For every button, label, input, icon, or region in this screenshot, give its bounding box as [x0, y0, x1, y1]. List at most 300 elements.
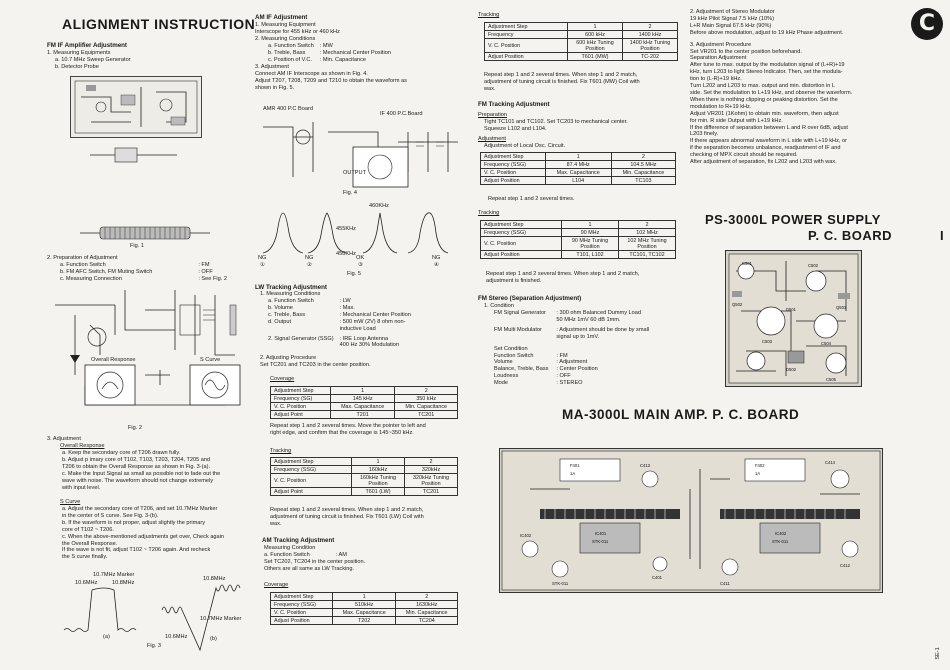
cond-key: d. Output	[268, 318, 292, 325]
table-row	[271, 601, 458, 609]
table-row	[271, 593, 458, 601]
cond-key	[494, 317, 548, 324]
ps-board-title-1: PS-3000L POWER SUPPLY	[705, 212, 881, 227]
cond-key: Loudness	[494, 373, 519, 380]
cond-key	[494, 334, 548, 341]
table-row	[271, 466, 458, 474]
table-cell: 320kHz	[405, 466, 458, 474]
cond-value: : AM	[335, 552, 347, 558]
prep-value: : FM	[198, 262, 210, 268]
table-row	[481, 221, 676, 229]
lw-tracking-note	[270, 507, 424, 528]
am-tracking-cond	[264, 552, 347, 559]
table-cell: 2	[623, 23, 678, 31]
scope-scurve-label: S Curve	[200, 357, 221, 363]
prep-heading: 2. Preparation of Adjustment	[47, 255, 118, 261]
fm-prep-lines	[484, 119, 628, 133]
table-cell: Adjustment Step	[271, 458, 352, 466]
ma-part-label: F401	[570, 463, 580, 468]
fig5-caption: Fig. 5	[347, 271, 361, 277]
text-line: After tune to max. output by the modulation signal of (L+R)+19	[690, 62, 845, 69]
table-cell: 2	[611, 153, 675, 161]
ma-part-label: C401	[652, 575, 663, 580]
cond-key: c. Position of V.C.	[268, 56, 312, 63]
table-cell: L104	[545, 177, 611, 185]
tracking-heading: Tracking	[478, 12, 500, 18]
table-row	[481, 177, 676, 185]
fig3-waveforms	[62, 585, 272, 640]
table-cell: TC101, TC102	[619, 251, 676, 259]
fig5-num: ④	[434, 262, 440, 268]
text-line: If there appears abnormal waveform in L side with L+19 kHz, or	[690, 138, 847, 145]
fm-tracking-table	[480, 220, 676, 259]
fig1-coil-drawing	[75, 224, 215, 242]
table-cell: TC103	[611, 177, 675, 185]
table-cell: TC201	[405, 488, 458, 496]
text-line: the S curve finally.	[62, 554, 108, 561]
adjustment-line: Adjustment of Local Osc. Circuit.	[484, 143, 566, 149]
table-cell: 1400 kHz Tuning Position	[623, 39, 678, 53]
text-line: When there is nothing clipping or peaking distortion. Set the	[690, 96, 838, 103]
text-line: Interscope for 455 kHz or 460 kHz	[255, 28, 340, 35]
table-cell: Min. Capacitance	[396, 609, 458, 617]
ps-part-label: D502	[786, 367, 797, 372]
cond-key: Balance, Treble, Bass	[494, 366, 549, 373]
preparation-heading: Preparation	[478, 112, 507, 118]
table-cell: Frequency (SSG)	[271, 601, 333, 609]
coverage-heading: Coverage	[270, 376, 295, 382]
ps-part-label: C503	[762, 339, 773, 344]
text-line: 3. Adjustment	[255, 64, 289, 70]
adjustment-heading: Adjustment	[478, 136, 506, 142]
cond-key	[268, 342, 334, 349]
table-cell: T101, L102	[562, 251, 619, 259]
fig2-caption: Fig. 2	[128, 425, 142, 431]
table-cell: Frequency	[485, 31, 568, 39]
fig5-num: ③	[358, 262, 364, 268]
table-row	[481, 169, 676, 177]
stereo-adjustment-text	[690, 9, 852, 166]
lw-coverage-table	[270, 386, 458, 419]
am-tracking-heading: AM Tracking Adjustment	[262, 537, 335, 544]
fig1-pcb-diagram	[70, 76, 202, 138]
cond-value: : Mechanical Center Position	[319, 49, 391, 56]
table-cell: 160kHz Tuning Position	[352, 474, 405, 488]
am-if-lines	[255, 22, 340, 43]
fig3-part-a: (a)	[103, 634, 110, 640]
table-row	[271, 474, 458, 488]
table-cell: 2	[405, 458, 458, 466]
ma-part-label: STK-011	[592, 539, 609, 544]
text-line: Repeat step 1 and 2 several times. When step 1 and 2 match,	[484, 72, 638, 78]
prep-value: : OFF	[198, 268, 213, 275]
text-line: T206 to obtain the Overall Response as shown in Fig. 3-(a).	[62, 463, 210, 470]
cond-value: : IRE Loop Antenna	[339, 335, 389, 342]
fig4-board-label: AMR 400 P.C Board	[263, 106, 313, 112]
cond-value: signal up to 1mV.	[556, 333, 600, 340]
table-cell: Adjust Position	[481, 177, 546, 185]
text-line: right edge, and confirm that the coverage is 145~350 kHz.	[270, 429, 414, 436]
cond-key	[268, 326, 334, 333]
text-line: 2. Measuring Conditions	[255, 35, 316, 42]
lw-procedure	[260, 355, 371, 369]
text-line: b. Adjust p imary core of T102, T103, T203, T204, T205 and	[62, 456, 211, 463]
table-cell: 90 MHz	[562, 229, 619, 237]
text-line: 2. Adjusting Procedure	[260, 355, 317, 361]
cond-key: a. Function Switch	[268, 43, 314, 49]
cond-key: c. Treble, Bass	[268, 311, 305, 318]
cond-value: : Adjustment	[556, 359, 588, 366]
table-cell: Max. Capacitance	[545, 169, 611, 177]
ma-part-label: STK-011	[772, 539, 789, 544]
tracking-heading: Tracking	[478, 210, 500, 216]
table-cell: Max. Capacitance	[330, 403, 395, 411]
text-line: 19 kHz Pilot Signal 7.5 kHz (10%)	[690, 15, 774, 22]
text-line: If the wave is not fit, adjust T102 ~ T206 again. And recheck	[62, 547, 211, 554]
table-cell: 2	[619, 221, 676, 229]
fig5-ng-label: NG	[258, 255, 267, 261]
mw-tracking-table	[484, 22, 678, 61]
cond-key: b. Treble, Bass	[268, 49, 306, 56]
cond-key: FM Signal Generator	[494, 310, 546, 316]
cond-value: : Center Position	[556, 366, 598, 373]
lw-conditions	[268, 298, 411, 349]
table-cell: 1400 kHz	[623, 31, 678, 39]
fig5-ng-label: NG	[305, 255, 314, 261]
fm-tracking-note	[486, 271, 639, 285]
text-line: in the center of S curve. See Fig. 3-(b).	[62, 512, 159, 519]
coverage-heading: Coverage	[264, 582, 289, 588]
table-cell: Frequency (SSG)	[481, 229, 562, 237]
prep-key: b. FM AFC Switch, FM Muting Switch	[60, 268, 153, 275]
table-cell: T201	[330, 411, 395, 419]
table-cell: T202	[332, 617, 395, 625]
text-line: wave with noise. The waveform should not change extremely	[62, 477, 214, 484]
text-line: if the separation becomes unbalance, readjustment of IF and	[690, 145, 841, 152]
am-tracking-line: Measuring Condition	[264, 545, 316, 551]
fig1-probe-drawing	[75, 138, 215, 178]
cond-value: : 500 mW (2V) 8 ohm non-	[339, 318, 406, 325]
table-row	[481, 237, 676, 251]
text-line: Separation Adjustment	[690, 55, 747, 62]
ma-part-label: 1A	[570, 471, 576, 476]
table-row	[271, 609, 458, 617]
fig5-freq-label: 450KHz	[336, 251, 356, 257]
text-line: c. When the above-mentioned adjustments get over, Check again	[62, 533, 225, 540]
fm-if-steps	[47, 50, 131, 71]
cond-value: inductive Load	[339, 325, 376, 332]
table-cell: Min. Capacitance	[611, 169, 675, 177]
table-cell: Adjust Point	[271, 488, 352, 496]
ps-part-label: C501	[742, 261, 753, 266]
table-cell: Adjust Position	[485, 53, 568, 61]
text-line: side. Set the modulation to L+19 kHz, and observe the waveform.	[690, 89, 853, 96]
table-cell: V. C. Position	[485, 39, 568, 53]
fig3-caption: Fig. 3	[147, 643, 161, 649]
ps-part-label: D501	[786, 307, 797, 312]
prep-value: : See Fig. 2	[198, 275, 227, 282]
fig3-marker-label: 10.7MHz Marker	[200, 616, 242, 622]
scope-overall-label: Overall Response	[91, 357, 136, 363]
lw-line: 1. Measuring Conditions	[260, 291, 321, 297]
fig5-num: ①	[260, 262, 266, 268]
table-cell: 102 MHz Tuning Position	[619, 237, 676, 251]
mw-tracking-note	[484, 72, 640, 93]
table-cell: Min. Capacitance	[395, 403, 458, 411]
fm-if-heading: FM IF Amplifier Adjustment	[47, 42, 127, 49]
cond-key: Volume	[494, 359, 513, 366]
table-cell: TC201	[395, 411, 458, 419]
table-cell: 1	[352, 458, 405, 466]
text-line: Tight TC101 and TC102. Set TC203 to mechanical center.	[484, 119, 628, 125]
table-row	[481, 251, 676, 259]
ma-part-label: IC402	[520, 533, 532, 538]
cond-key: a. Function Switch	[268, 298, 314, 304]
text-line: wax.	[484, 85, 496, 92]
ma-part-label: C412	[840, 563, 851, 568]
table-cell: Adjust Position	[271, 617, 333, 625]
fig4-board-label: IF 400 P.C.Board	[380, 111, 423, 117]
overall-heading: Overall Response	[60, 443, 105, 449]
table-cell: 1	[545, 153, 611, 161]
text-line: Turn L202 and L203 to max. output and min. distortion in L	[690, 83, 836, 90]
text-line: Repeat step 1 and 2 several times. Move the pointer to left and	[270, 423, 426, 429]
table-cell: 104.5 MHz	[611, 161, 675, 169]
text-line: for min. R side Output with L+19 kHz.	[690, 117, 783, 124]
ma-part-label: IC402	[775, 531, 787, 536]
table-cell: V. C. Position	[271, 474, 352, 488]
text-line: core of T102 ~ T206.	[62, 526, 114, 533]
table-cell: Max. Capacitance	[332, 609, 395, 617]
text-line: shown in Fig. 5.	[255, 84, 295, 91]
cond-value: : FM	[556, 352, 568, 359]
fig3-freq-label: 10.8MHz	[112, 580, 135, 586]
table-cell: Adjustment Step	[271, 387, 331, 395]
table-cell: 350 kHz	[395, 395, 458, 403]
text-line: a. Keep the secondary core of T206 drawn fully.	[62, 450, 181, 456]
right-edge-mark: I	[940, 228, 944, 243]
fig3-part-b: (b)	[210, 636, 217, 642]
cond-value: 50 MHz 1mV 60 dB 1mm.	[556, 316, 621, 323]
text-line: adjustment of tuning circuit is finished. Fix T601 (MW) Coil with	[484, 78, 640, 85]
table-cell: T601 (LW)	[352, 488, 405, 496]
cond-key: a. Function Switch	[264, 552, 310, 558]
table-row	[485, 39, 678, 53]
table-cell: V. C. Position	[271, 609, 333, 617]
cond-value: 400 Hz 30% Modulation	[339, 342, 400, 349]
table-row	[271, 458, 458, 466]
text-line: checking of MPX circuit should be required.	[690, 152, 798, 159]
fig5-freq-label: 455KHz	[336, 226, 356, 232]
am-if-adjustment	[255, 64, 407, 92]
ma-part-label: F402	[755, 463, 765, 468]
ps-board-title-2: P. C. BOARD	[808, 228, 892, 243]
table-row	[271, 411, 458, 419]
table-cell: 510kHz	[332, 601, 395, 609]
right-edge-code: SE-1	[934, 647, 941, 660]
lw-heading: LW Tracking Adjustment	[255, 284, 327, 291]
cond-value: : Mechanical Center Position	[339, 311, 411, 318]
fig3-freq-label: 10.6MHz	[75, 580, 98, 586]
fig5-num: ②	[307, 262, 313, 268]
text-line: c. Make the Input Signal as small as possible not to fade out the	[62, 470, 221, 477]
cond-value: : Adjustment should be done by small	[556, 326, 650, 333]
text-line: 2. Adjustment of Stereo Modulator	[690, 9, 775, 15]
text-line: L+R Main Signal 67.5 kHz (90%)	[690, 22, 772, 29]
adj-heading: 3. Adjustment	[47, 436, 81, 442]
table-cell: 102 MHz	[619, 229, 676, 237]
table-row	[485, 23, 678, 31]
tracking-heading: Tracking	[270, 448, 292, 454]
ma-part-label: IC401	[595, 531, 607, 536]
table-cell: T601 (MW)	[568, 53, 623, 61]
ps-part-label: C504	[821, 341, 832, 346]
text-line: adjustment of tuning circuit is finished. Fix T601 (LW) Coil with	[270, 513, 424, 520]
fm-tracking-heading: FM Tracking Adjustment	[478, 101, 550, 108]
table-cell: V. C. Position	[271, 403, 331, 411]
table-row	[271, 395, 458, 403]
page-title: ALIGNMENT INSTRUCTION	[62, 16, 256, 32]
table-row	[481, 229, 676, 237]
fig5-freq-label: 460KHz	[369, 203, 389, 209]
text-line: Set TC201 and TC203 in the center position.	[260, 361, 371, 368]
text-line: the Overall Response.	[62, 540, 118, 547]
table-cell: 87.4 MHz	[545, 161, 611, 169]
table-cell: 90 MHz Tuning Position	[562, 237, 619, 251]
cond-key: Set Condition	[494, 345, 528, 352]
ma-part-label: C413	[640, 463, 651, 468]
fig2-schematic	[45, 285, 245, 425]
cond-key: Mode	[494, 380, 508, 387]
table-cell: 2	[396, 593, 458, 601]
ma-board-title: MA-3000L MAIN AMP. P. C. BOARD	[562, 407, 800, 422]
ps-board-diagram	[725, 250, 862, 387]
cond-value: : OFF	[556, 373, 571, 380]
cond-value	[556, 346, 649, 353]
prep-key: c. Measuring Connection	[60, 275, 122, 282]
table-row	[485, 53, 678, 61]
table-row	[481, 161, 676, 169]
table-row	[271, 617, 458, 625]
table-cell: V. C. Position	[481, 169, 546, 177]
table-row	[271, 403, 458, 411]
cond-value: : STEREO	[556, 380, 583, 387]
table-cell: Frequency (SG)	[271, 395, 331, 403]
scurve-lines	[62, 506, 224, 561]
brand-logo	[911, 8, 943, 40]
text-line: Others are all same as LW Tracking.	[264, 565, 355, 572]
table-cell: TC-202	[623, 53, 678, 61]
ma-part-label: C411	[720, 581, 730, 586]
fm-if-step: 1. Measuring Equipments	[47, 50, 111, 56]
text-line: Adjust T207, T208, T209 and T210 to obtain the waveform as	[255, 77, 407, 84]
fig3-freq-label: 10.6MHz	[165, 634, 188, 640]
cond-value: : Max.	[339, 304, 355, 311]
logo-letter: C	[918, 11, 936, 36]
table-cell: Frequency (SSG)	[271, 466, 352, 474]
table-cell: 1630kHz	[396, 601, 458, 609]
text-line: b. If the waveform is not proper, adjust slightly the primary	[62, 519, 206, 526]
fig1-caption: Fig. 1	[130, 243, 144, 249]
table-cell: 160kHz	[352, 466, 405, 474]
table-cell: Frequency (SSG)	[481, 161, 546, 169]
text-line: a. Adjust the secondary core of T206, and set 10.7MHz Marker	[62, 506, 218, 512]
table-cell: 1	[332, 593, 395, 601]
text-line: kHz, turn L203 to light Stereo Indicator. Then, set the modula-	[690, 69, 843, 76]
osc-table	[480, 152, 676, 185]
cond-value: : MW	[319, 43, 333, 49]
cond-value: : 300 ohm Balanced Dummy Load	[556, 310, 641, 316]
fig4-output-label: OUTPUT	[343, 170, 366, 176]
text-line: modulation to R+19 kHz.	[690, 103, 752, 110]
table-row	[481, 153, 676, 161]
text-line: Squeeze L102 and L104.	[484, 125, 547, 132]
table-cell: 320kHz Tuning Position	[405, 474, 458, 488]
table-cell: 145 kHz	[330, 395, 395, 403]
cond-value: : Min. Capacitance	[319, 56, 367, 63]
text-line: wax.	[270, 520, 282, 527]
table-cell: 1	[562, 221, 619, 229]
text-line: 3. Adjustment Procedure	[690, 41, 752, 48]
text-line: Repeat step 1 and 2 several times. When step 1 and 2 match,	[486, 271, 640, 277]
fig4-schematic	[258, 112, 468, 197]
ps-part-label: Q502	[732, 302, 743, 307]
table-cell: TC204	[396, 617, 458, 625]
text-line: After adjustment of separation, fix L202 and L203 with wax.	[690, 159, 837, 166]
prep-key: a. Function Switch	[60, 262, 106, 268]
text-line: If the difference of separation between L and R over 6dB, adjust	[690, 124, 848, 131]
am-if-conditions	[268, 43, 391, 64]
ma-part-label: 1A	[755, 471, 761, 476]
ps-part-label: C505	[826, 377, 837, 382]
table-row	[485, 31, 678, 39]
fig5-ok-label: OK	[356, 255, 365, 261]
cond-value: : LW	[339, 298, 351, 304]
text-line: tion to (L-R)+19 kHz.	[690, 76, 742, 83]
table-cell: 2	[395, 387, 458, 395]
text-line: Set VR201 to the center position beforehand.	[690, 48, 802, 55]
am-tracking-more	[264, 559, 365, 573]
ma-board-diagram	[499, 448, 883, 593]
table-cell: 1	[568, 23, 623, 31]
table-cell: V. C. Position	[481, 237, 562, 251]
text-line: Before above modulation, adjust to 19 kHz Phase adjustment.	[690, 29, 844, 36]
prep-items	[60, 262, 227, 283]
ma-part-label: STK-011	[552, 581, 569, 586]
ma-part-label: C414	[825, 460, 836, 465]
am-coverage-table	[270, 592, 458, 625]
fig5-waveforms	[258, 208, 458, 258]
fig5-ng-label: NG	[432, 255, 441, 261]
table-cell: Adjust Point	[271, 411, 331, 419]
fig3-marker-label: 10.7MHz Marker	[93, 572, 135, 578]
overall-lines	[62, 450, 220, 491]
fm-if-step: a. 10.7 MHz Sweep Generator	[55, 56, 131, 63]
fm-if-step: b. Detector Probe	[55, 63, 99, 70]
text-line: Connect AM IF Interscope as shown in Fig. 4.	[255, 70, 368, 77]
text-line: 1. Measuring Equipment	[255, 22, 316, 28]
text-line: Repeat step 1 and 2 several times. When step 1 and 2 match,	[270, 507, 424, 513]
stereo-conditions	[494, 310, 649, 387]
table-cell: 1	[330, 387, 395, 395]
text-line: adjustment is finished.	[486, 277, 542, 284]
text-line: Adjust VR201 (1Kohm) to obtain min. waveform, then adjust	[690, 110, 839, 117]
lw-coverage-note	[270, 423, 426, 437]
cond-key: 2. Signal Generator (SSG)	[268, 335, 334, 342]
text-line: with input level.	[62, 484, 101, 491]
table-cell: Adjustment Step	[481, 221, 562, 229]
cond-key: b. Volume	[268, 304, 293, 311]
